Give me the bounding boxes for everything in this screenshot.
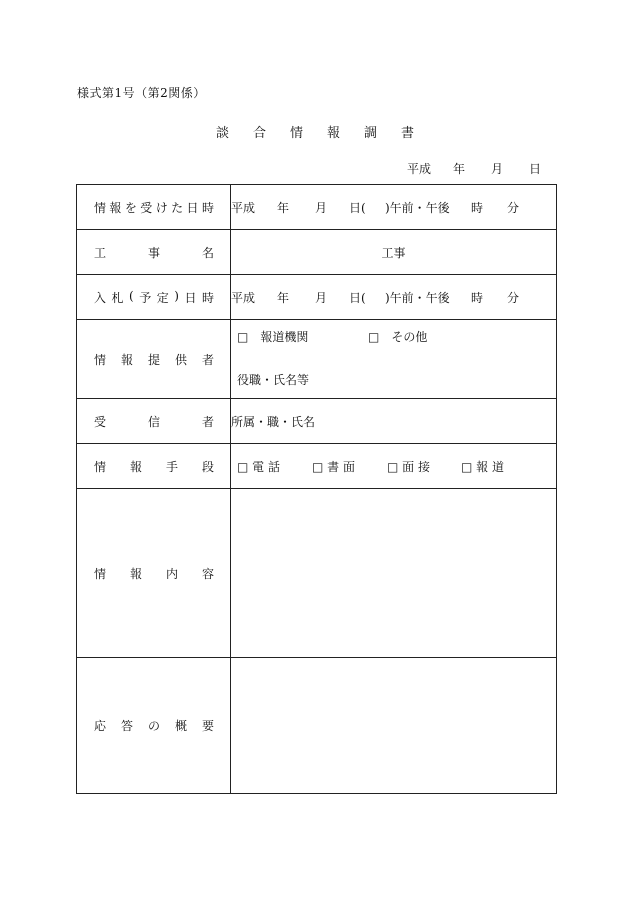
means-field xyxy=(231,444,557,489)
document-title: 談合情報調書 xyxy=(215,126,438,141)
date-day: 日 xyxy=(529,162,542,176)
project-name-field[interactable]: 工事 xyxy=(231,230,557,275)
response-field[interactable] xyxy=(231,658,557,794)
checkbox-document[interactable]: □ 書 面 xyxy=(312,459,355,474)
informant-title-name[interactable]: 役職・氏名等 xyxy=(237,373,310,387)
row-response xyxy=(77,658,557,794)
row-informant xyxy=(77,320,557,399)
checkbox-press[interactable]: □ 報道機関 xyxy=(237,330,309,344)
row-received-datetime xyxy=(77,185,557,230)
label-informant: 情 報 提 供 者 xyxy=(77,320,231,399)
checkbox-media[interactable]: □ 報 道 xyxy=(461,459,504,474)
recipient-field[interactable]: 所属・職・氏名 xyxy=(231,399,557,444)
row-recipient xyxy=(77,399,557,444)
row-content xyxy=(77,489,557,658)
checkbox-phone[interactable]: □ 電 話 xyxy=(237,459,280,474)
form-number: 様式第1号（第2関係） xyxy=(77,86,206,100)
received-datetime-field[interactable]: 平成 年 月 日( )午前・午後 時 分 xyxy=(231,185,557,230)
label-bid-datetime: 入 札 ( 予 定 ) 日 時 xyxy=(77,275,231,320)
content-field[interactable] xyxy=(231,489,557,658)
label-project-name: 工 事 名 xyxy=(77,230,231,275)
bid-datetime-field[interactable]: 平成 年 月 日( )午前・午後 時 分 xyxy=(231,275,557,320)
checkbox-interview[interactable]: □ 面 接 xyxy=(387,459,430,474)
report-table xyxy=(76,184,557,794)
checkbox-other[interactable]: □ その他 xyxy=(368,330,428,344)
label-recipient: 受 信 者 xyxy=(77,399,231,444)
row-means xyxy=(77,444,557,489)
row-bid-datetime xyxy=(77,275,557,320)
label-response: 応 答 の 概 要 xyxy=(77,658,231,794)
date-year: 年 xyxy=(453,162,466,176)
row-project-name xyxy=(77,230,557,275)
label-means: 情 報 手 段 xyxy=(77,444,231,489)
date-month: 月 xyxy=(491,162,504,176)
label-content: 情 報 内 容 xyxy=(77,489,231,658)
document-date xyxy=(407,160,541,177)
informant-field xyxy=(231,320,557,399)
date-era: 平成 xyxy=(407,162,432,176)
label-received-datetime: 情 報 を 受 け た 日 時 xyxy=(77,185,231,230)
